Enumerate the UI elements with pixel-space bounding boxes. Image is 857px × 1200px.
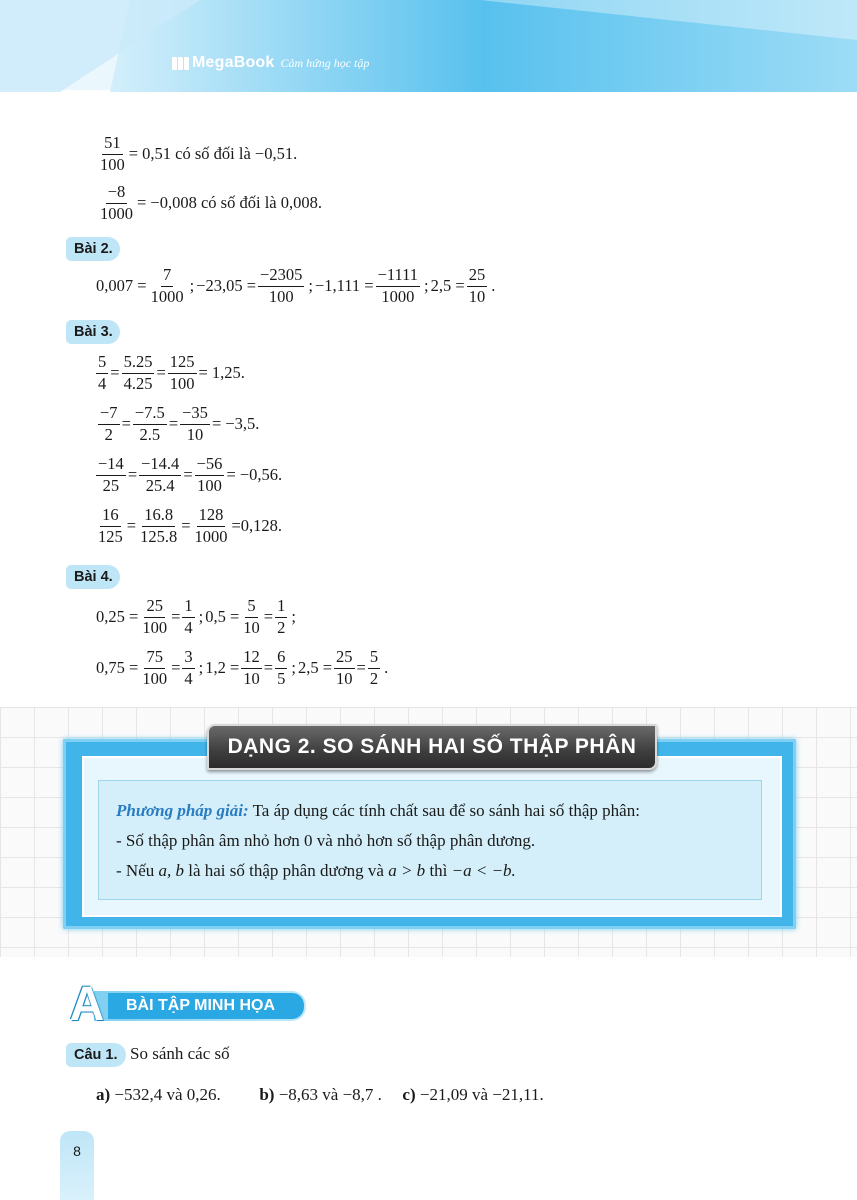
- bai-2-label: Bài 2.: [66, 237, 120, 261]
- method-rule-1: - Số thập phân âm nhỏ hơn 0 và nhỏ hơn số thập phân dương.: [116, 831, 536, 850]
- method-rule-2: - Nếu a, b là hai số thập phân dương và a > b thì −a < −b.: [116, 861, 516, 880]
- bai-3-row: $\frac{-14}{25}$ = $\frac{-14.4}{25.4}$ = $\frac{-56}{100}$ = −0,56.: [98, 454, 283, 495]
- bai-2-equation: 0,007 = $\frac{7}{1000}$ ; −23,05 = $\frac{-2305}{100}$ ; −1,111 = $\frac{-1111}{1000}$ ; 2,5 = $\frac{25}{10}$ .: [96, 265, 496, 306]
- bai-4-row-2: 0,75 = $\frac{75}{100}$ = $\frac{3}{4}$ ; 1,2 = $\frac{12}{10}$ = $\frac{6}{5}$ ; 2,5 = $\frac{25}{10}$ = $\frac{5}{2}$ .: [96, 647, 389, 688]
- method-intro: Phương pháp giải: Ta áp dụng các tính chất sau để so sánh hai số thập phân:: [116, 801, 640, 820]
- bai-3-row: $\frac{16}{125}$ = $\frac{16.8}{125.8}$ = $\frac{128}{1000}$ =0,128.: [98, 505, 283, 546]
- page-header: [0, 0, 857, 92]
- bai-3-row: $\frac{5}{4}$ = $\frac{5.25}{4.25}$ = $\frac{125}{100}$ = 1,25.: [98, 352, 245, 393]
- bai-3-row: $\frac{-7}{2}$ = $\frac{-7.5}{2.5}$ = $\frac{-35}{10}$ = −3,5.: [100, 403, 260, 444]
- page-number-tab: [60, 1131, 94, 1200]
- cau-1-parts: a) −532,4 và 0,26. b) −8,63 và −8,7 . c) −21,09 và −21,11.: [96, 1085, 544, 1104]
- cau-1-label: Câu 1.: [66, 1043, 126, 1067]
- megabook-logo-icon: [172, 57, 189, 70]
- section-letter-icon: A: [69, 978, 105, 1031]
- intro-line-2: $\frac{-8}{1000}$ = −0,008 có số đối là 0,008.: [100, 182, 322, 223]
- cau-1-text: So sánh các số: [130, 1044, 230, 1063]
- dang-2-title: DẠNG 2. SO SÁNH HAI SỐ THẬP PHÂN: [207, 724, 657, 770]
- section-a-heading: [64, 978, 309, 1031]
- brand-tagline: Cảm hứng học tập: [280, 55, 370, 70]
- brand-name: MegaBook: [192, 54, 275, 71]
- section-a-title: BÀI TẬP MINH HỌA: [126, 997, 276, 1014]
- brand-logo: [172, 52, 369, 74]
- bai-4-label: Bài 4.: [66, 565, 120, 589]
- method-label: Phương pháp giải:: [116, 801, 249, 820]
- page-number: 8: [73, 1143, 81, 1159]
- bai-4-row-1: 0,25 = $\frac{25}{100}$ = $\frac{1}{4}$ ; 0,5 = $\frac{5}{10}$ = $\frac{1}{2}$ ;: [96, 596, 296, 637]
- header-banner: [0, 0, 857, 92]
- intro-line-1: $\frac{51}{100}$ = 0,51 có số đối là −0,51.: [100, 133, 298, 174]
- bai-3-label: Bài 3.: [66, 320, 120, 344]
- fraction: $\frac{-8}{1000}$: [100, 182, 133, 223]
- fraction: $\frac{51}{100}$: [100, 133, 125, 174]
